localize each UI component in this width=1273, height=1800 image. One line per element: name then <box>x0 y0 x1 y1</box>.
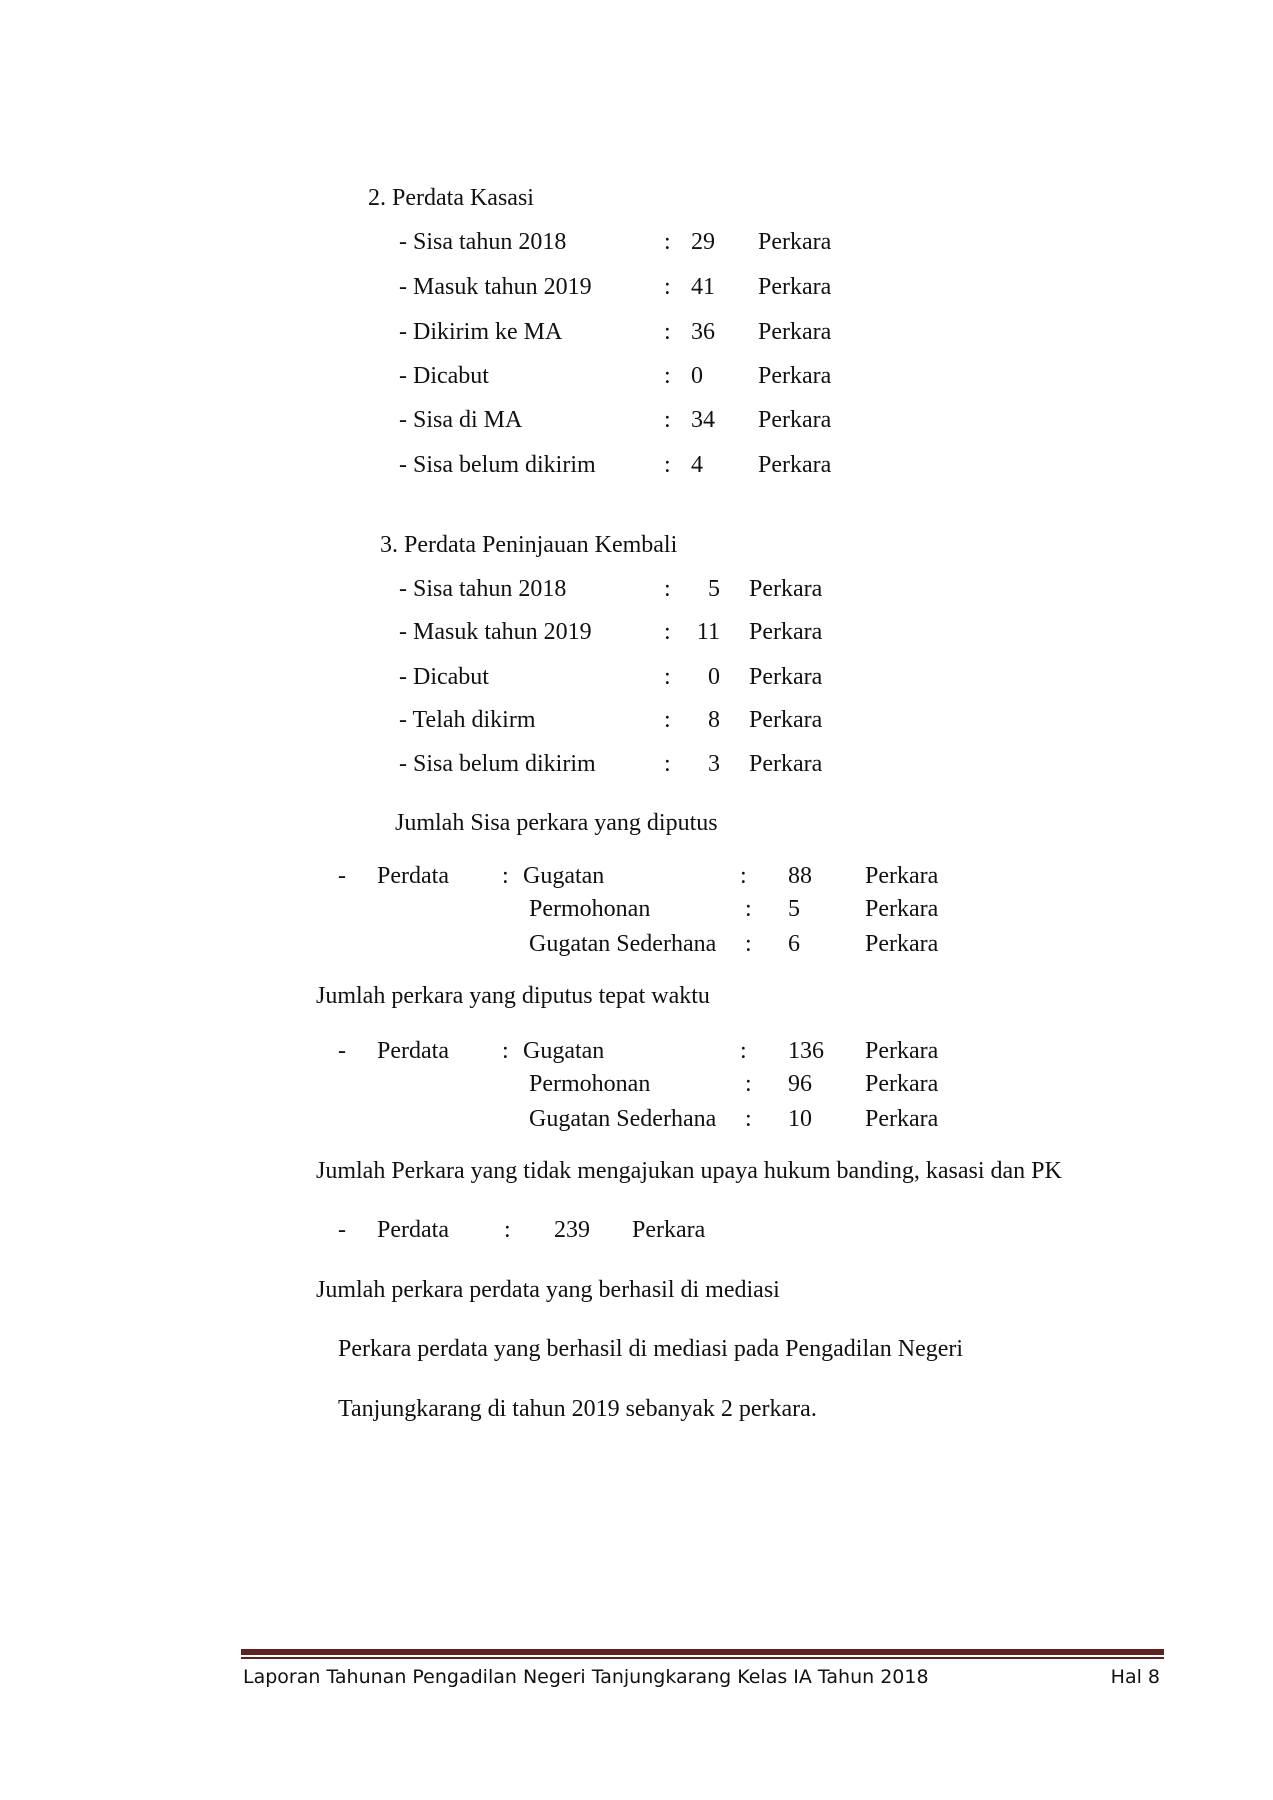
row-unit: Perkara <box>758 407 832 433</box>
row-unit: Perkara <box>865 1038 939 1064</box>
category-label: Perdata <box>377 863 449 889</box>
colon: : <box>664 363 671 389</box>
section-title: Jumlah Sisa perkara yang diputus <box>395 810 718 836</box>
colon: : <box>664 452 671 478</box>
row-value: 34 <box>691 407 715 433</box>
colon: : <box>664 229 671 255</box>
paragraph-line: Tanjungkarang di tahun 2019 sebanyak 2 perkara. <box>338 1396 817 1422</box>
row-unit: Perkara <box>749 576 823 602</box>
row-value: 29 <box>691 229 715 255</box>
row-unit: Perkara <box>758 274 832 300</box>
colon: : <box>504 1217 511 1243</box>
row-value: 5 <box>708 576 720 602</box>
row-value: 6 <box>788 931 800 957</box>
row-label: - Dicabut <box>399 363 489 389</box>
row-unit: Perkara <box>865 1106 939 1132</box>
row-label: - Sisa belum dikirim <box>399 452 596 478</box>
colon: : <box>664 407 671 433</box>
row-value: 41 <box>691 274 715 300</box>
colon: : <box>745 1071 752 1097</box>
row-unit: Perkara <box>865 1071 939 1097</box>
row-label: - Masuk tahun 2019 <box>399 274 592 300</box>
row-label: Permohonan <box>529 1071 651 1097</box>
row-value: 4 <box>691 452 703 478</box>
row-unit: Perkara <box>749 751 823 777</box>
row-unit: Perkara <box>865 931 939 957</box>
category-label: Perdata <box>377 1038 449 1064</box>
dash: - <box>338 1217 346 1243</box>
colon: : <box>740 1038 747 1064</box>
colon: : <box>745 931 752 957</box>
row-value: 0 <box>708 664 720 690</box>
row-label: - Dicabut <box>399 664 489 690</box>
row-label: Permohonan <box>529 896 651 922</box>
colon: : <box>664 751 671 777</box>
row-label: - Telah dikirm <box>399 707 536 733</box>
section-title: Jumlah perkara perdata yang berhasil di mediasi <box>316 1277 780 1303</box>
category-label: Perdata <box>377 1217 449 1243</box>
row-value: 10 <box>788 1106 812 1132</box>
colon: : <box>664 619 671 645</box>
row-unit: Perkara <box>865 863 939 889</box>
page-number: Hal 8 <box>1110 1666 1160 1688</box>
section-title: Jumlah Perkara yang tidak mengajukan upaya hukum banding, kasasi dan PK <box>316 1158 1062 1184</box>
row-label: - Sisa di MA <box>399 407 523 433</box>
row-value: 88 <box>788 863 812 889</box>
row-value: 136 <box>788 1038 824 1064</box>
row-unit: Perkara <box>749 664 823 690</box>
row-unit: Perkara <box>758 319 832 345</box>
section-title: 2. Perdata Kasasi <box>368 185 534 211</box>
row-label: Gugatan Sederhana <box>529 1106 717 1132</box>
colon: : <box>664 576 671 602</box>
row-label: - Masuk tahun 2019 <box>399 619 592 645</box>
section-title: Jumlah perkara yang diputus tepat waktu <box>316 983 710 1009</box>
row-label: - Sisa belum dikirim <box>399 751 596 777</box>
row-label: - Sisa tahun 2018 <box>399 576 567 602</box>
colon: : <box>745 896 752 922</box>
row-value: 0 <box>691 363 703 389</box>
row-unit: Perkara <box>758 229 832 255</box>
row-unit: Perkara <box>758 452 832 478</box>
colon: : <box>664 274 671 300</box>
colon: : <box>664 319 671 345</box>
row-value: 36 <box>691 319 715 345</box>
row-label: Gugatan <box>523 863 605 889</box>
row-label: - Dikirim ke MA <box>399 319 563 345</box>
value: 239 <box>554 1217 590 1243</box>
footer-rule-thin <box>241 1657 1164 1659</box>
row-value: 11 <box>696 619 720 645</box>
unit: Perkara <box>632 1217 706 1243</box>
row-value: 8 <box>708 707 720 733</box>
row-unit: Perkara <box>865 896 939 922</box>
dash: - <box>338 863 346 889</box>
footer-rule <box>241 1649 1164 1655</box>
row-unit: Perkara <box>749 619 823 645</box>
colon: : <box>502 1038 509 1064</box>
row-unit: Perkara <box>749 707 823 733</box>
paragraph-line: Perkara perdata yang berhasil di mediasi pada Pengadilan Negeri <box>338 1336 964 1362</box>
row-unit: Perkara <box>758 363 832 389</box>
footer-text: Laporan Tahunan Pengadilan Negeri Tanjungkarang Kelas IA Tahun 2018 <box>243 1666 929 1688</box>
row-label: Gugatan <box>523 1038 605 1064</box>
colon: : <box>502 863 509 889</box>
row-label: Gugatan Sederhana <box>529 931 717 957</box>
colon: : <box>745 1106 752 1132</box>
section-title: 3. Perdata Peninjauan Kembali <box>380 532 678 558</box>
row-value: 3 <box>708 751 720 777</box>
dash: - <box>338 1038 346 1064</box>
row-value: 5 <box>788 896 800 922</box>
colon: : <box>664 664 671 690</box>
row-label: - Sisa tahun 2018 <box>399 229 567 255</box>
colon: : <box>740 863 747 889</box>
colon: : <box>664 707 671 733</box>
row-value: 96 <box>788 1071 812 1097</box>
